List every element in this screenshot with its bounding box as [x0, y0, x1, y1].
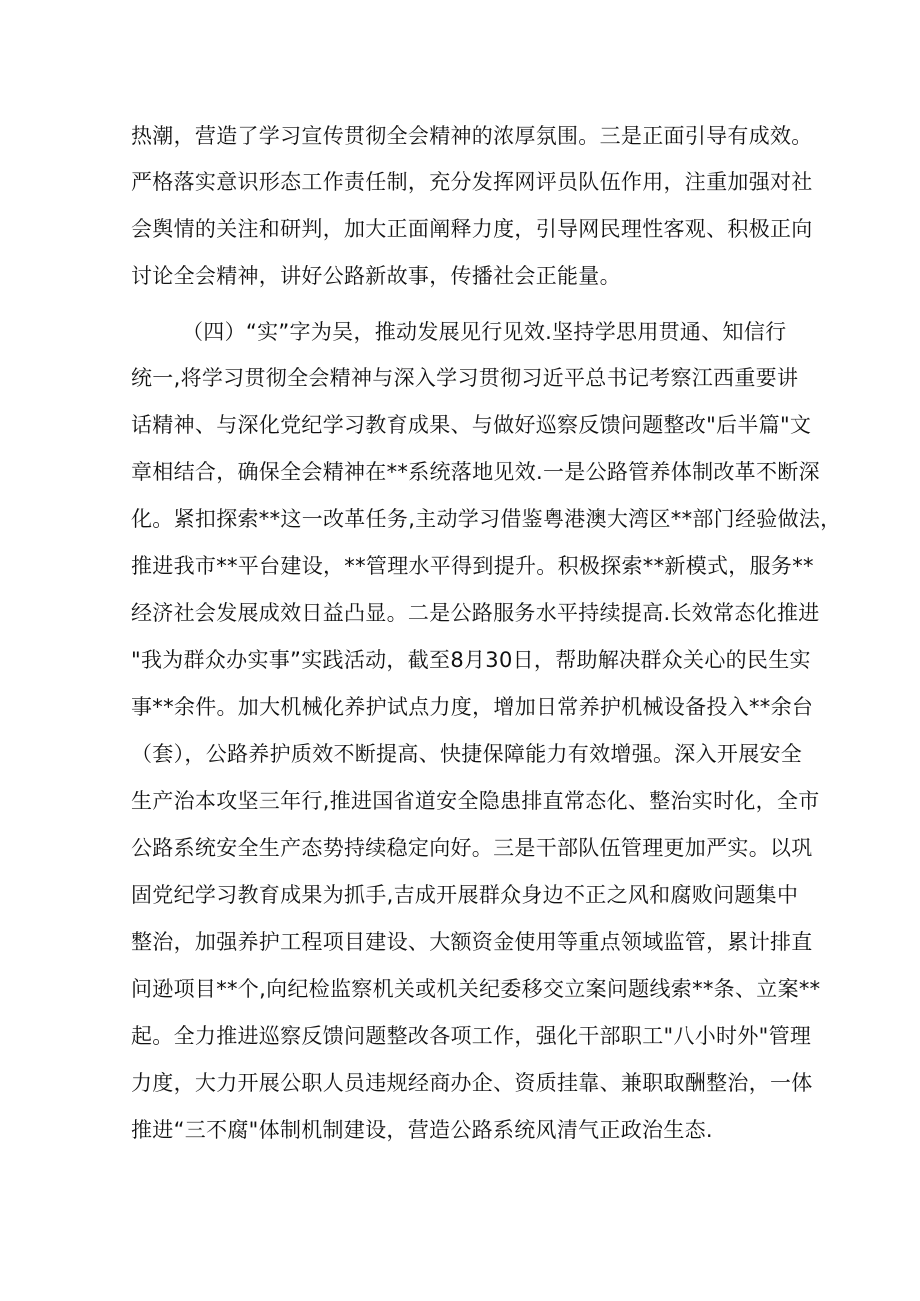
paragraph-2-line-18: 推进“三不腐"体制机制建设，营造公路系统风清气正政治生态.: [131, 1118, 713, 1142]
paragraph-2-line-1: （四）“实”字为吴，推动发展见行见效.坚持学思用贯通、知信行: [182, 320, 787, 344]
paragraph-2-line-5: 化。紧扣探索**这一改革任务,主动学习借鉴粤港澳大湾区**部门经验做法，: [131, 507, 842, 531]
paragraph-2-line-12: 公路系统安全生产态势持续稳定向好。三是干部队伍管理更加严实。以巩: [131, 836, 813, 860]
paragraph-2-line-13: 固党纪学习教育成果为抓手,吉成开展群众身边不正之风和腐败问题集中: [131, 883, 799, 907]
paragraph-1-line-1: 热潮，营造了学习宣传贯彻全会精神的浓厚氛围。三是正面引导有成效。: [131, 124, 813, 148]
paragraph-2-line-17: 力度，大力开展公职人员违规经商办企、资质挂靠、兼职取酬整治，一体: [131, 1071, 813, 1095]
paragraph-2-line-8: "我为群众办实事”实践活动，截至8月30日，帮助解决群众关心的民生实: [131, 648, 811, 672]
paragraph-1-line-2: 严格落实意识形态工作责任制，充分发挥网评员队伍作用，注重加强对社: [131, 170, 813, 194]
paragraph-2-line-15: 问逊项目**个,向纪检监察机关或机关纪委移交立案问题线索**条、立案**: [131, 977, 821, 1001]
paragraph-2-line-2: 统一,将学习贯彻全会精神与深入学习贯彻习近平总书记考察江西重要讲: [131, 366, 799, 390]
paragraph-2-line-4: 章相结合，确保全会精神在**系统落地见效.一是公路管养体制改革不断深: [131, 460, 820, 484]
paragraph-2-line-14: 整治，加强养护工程项目建设、大额资金使用等重点领域监管，累计排直: [131, 930, 813, 954]
paragraph-2-line-16: 起。全力推进巡察反馈问题整改各项工作，强化干部职工"八小时外"管理: [131, 1024, 812, 1048]
paragraph-2-line-9: 事**余件。加大机械化养护试点力度，增加日常养护机械设备投入**余台: [131, 695, 814, 719]
paragraph-2-line-10: （套），公路养护质效不断提高、快捷保障能力有效增强。深入开展安全: [131, 742, 803, 766]
paragraph-1-line-4: 讨论全会精神，讲好公路新故事，传播社会正能量。: [131, 264, 621, 288]
paragraph-2-line-11: 生产治本攻坚三年行,推进国省道安全隐患排直常态化、整治实时化，全市: [131, 789, 820, 813]
paragraph-1-line-3: 会舆情的关注和研判，加大正面阐释力度，引导网民理性客观、积极正向: [131, 217, 813, 241]
paragraph-2-line-6: 推进我市**平台建设，**管理水平得到提升。积极探索**新模式，服务**: [131, 554, 814, 578]
paragraph-2-line-3: 话精神、与深化党纪学习教育成果、与做好巡察反馈问题整改"后半篇"文: [131, 413, 812, 437]
paragraph-2-line-7: 经济社会发展成效日益凸显。二是公路服务水平持续提高.长效常态化推进: [131, 601, 820, 625]
